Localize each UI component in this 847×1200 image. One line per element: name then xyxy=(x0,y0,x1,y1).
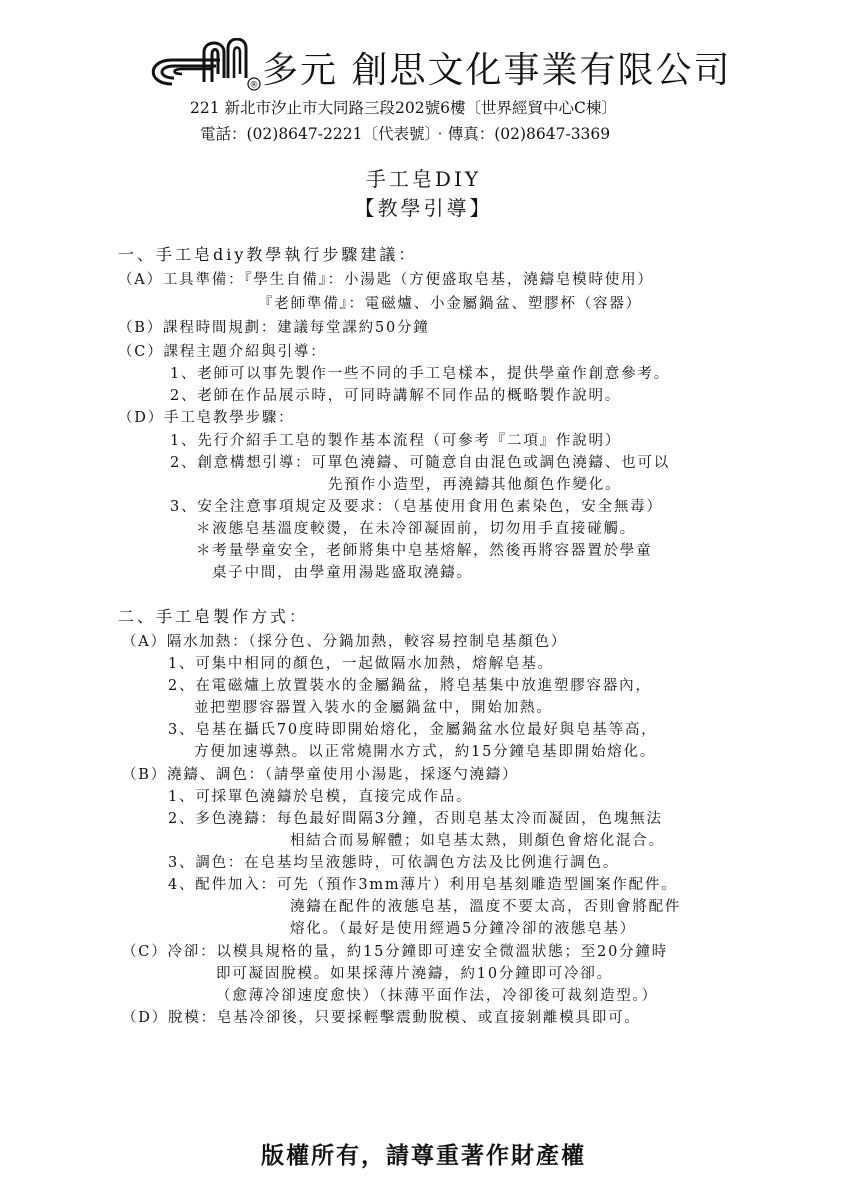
registered-mark: ® xyxy=(249,80,259,91)
section2-line: （D）脫模：皂基冷卻後，只要採輕擊震動脫模、或直接剝離模具即可。 xyxy=(122,1010,641,1026)
section2-line: 2、在電磁爐上放置裝水的金屬鍋盆，將皂基集中放進塑膠容器內， xyxy=(168,678,652,694)
section1-line: ＊考量學童安全，老師將集中皂基熔解，然後再將容器置於學童 xyxy=(196,543,653,559)
section1-line: 1、老師可以事先製作一些不同的手工皂樣本，提供學童作創意參考。 xyxy=(170,366,671,382)
page-header xyxy=(0,28,847,148)
section2-line: 方便加速導熱。以正常燒開水方式，約15分鐘皂基即開始熔化。 xyxy=(194,744,657,760)
company-address: 221 新北市汐止市大同路三段202號6樓〔世界經貿中心C棟〕 xyxy=(190,99,617,117)
section1-heading: 一、手工皂diy教學執行步驟建議： xyxy=(118,245,418,264)
section2-line: （C）冷卻：以模具規格的量，約15分鐘即可達安全微溫狀態；至20分鐘時 xyxy=(122,944,668,960)
section1-line: （D）手工皂教學步驟： xyxy=(118,410,295,426)
section1-line: 『老師準備』：電磁爐、小金屬鍋盆、塑膠杯（容器） xyxy=(258,296,642,312)
section2-line: （B）澆鑄、調色：（請學童使用小湯匙，採逐勺澆鑄） xyxy=(122,767,519,783)
document-subtitle: 【教學引導】 xyxy=(354,196,493,220)
section1-line: （C）課程主題介紹與引導： xyxy=(118,344,327,360)
section1-line: 3、安全注意事項規定及要求：（皂基使用食用色素染色，安全無毒） xyxy=(170,499,663,515)
section2-line: 澆鑄在配件的液態皂基，溫度不要太高，否則會將配件 xyxy=(290,899,682,915)
section2-line: 4、配件加入：可先（預作3mm薄片）利用皂基刻雕造型圖案作配件。 xyxy=(168,877,678,893)
section2-line: 1、可採單色澆鑄於皂模，直接完成作品。 xyxy=(168,789,473,805)
section1-line: 桌子中間，由學童用湯匙盛取澆鑄。 xyxy=(212,565,473,581)
section2-line: 相結合而易解體；如皂基太熱，則顏色會熔化混合。 xyxy=(290,833,665,849)
section2-line: （愈薄冷卻速度愈快）（抹薄平面作法，冷卻後可裁刻造型。） xyxy=(216,988,658,1004)
section2-line: 3、皂基在攝氏70度時即開始熔化，金屬鍋盆水位最好與皂基等高， xyxy=(168,722,658,738)
section1-line: 2、老師在作品展示時，可同時講解不同作品的概略製作說明。 xyxy=(170,388,622,404)
section2-line: 3、調色：在皂基均呈液態時，可依調色方法及比例進行調色。 xyxy=(168,855,620,871)
section2-line: 即可凝固脫模。如果採薄片澆鑄，約10分鐘即可冷卻。 xyxy=(216,966,613,982)
company-name: 多元 創思文化事業有限公司 xyxy=(262,50,732,91)
paperclip-logo-icon xyxy=(142,38,262,94)
section1-line: 先預作小造型，再澆鑄其他顏色作變化。 xyxy=(328,477,622,493)
section2-line: 熔化。（最好是使用經過5分鐘冷卻的液態皂基） xyxy=(290,921,637,937)
section1-line: ＊液態皂基溫度較燙，在未冷卻凝固前，切勿用手直接碰觸。 xyxy=(196,521,637,537)
company-phone: 電話：(02)8647-2221〔代表號〕‧傳真：(02)8647-3369 xyxy=(200,125,611,143)
copyright-notice: 版權所有，請尊重著作財產權 xyxy=(261,1143,586,1169)
document-title: 手工皂DIY xyxy=(365,167,482,191)
section1-line: （B）課程時間規劃：建議每堂課約50分鐘 xyxy=(118,320,430,336)
section2-line: 並把塑膠容器置入裝水的金屬鍋盆中，開始加熱。 xyxy=(194,700,553,716)
section2-heading: 二、手工皂製作方式： xyxy=(118,607,309,626)
section2-line: 2、多色澆鑄：每色最好間隔3分鐘，否則皂基太冷而凝固，色塊無法 xyxy=(168,811,663,827)
section1-line: 2、創意構想引導：可單色澆鑄、可隨意自由混色或調色澆鑄、也可以 xyxy=(170,455,671,471)
section1-line: （A）工具準備：『學生自備』：小湯匙（方便盛取皂基，澆鑄皂模時使用） xyxy=(118,272,654,288)
section2-line: （A）隔水加熱：（採分色、分鍋加熱，較容易控制皂基顏色） xyxy=(122,634,568,650)
section2-line: 1、可集中相同的顏色，一起做隔水加熱，熔解皂基。 xyxy=(168,656,554,672)
section1-line: 1、先行介紹手工皂的製作基本流程（可參考『二項』作說明） xyxy=(170,433,622,449)
